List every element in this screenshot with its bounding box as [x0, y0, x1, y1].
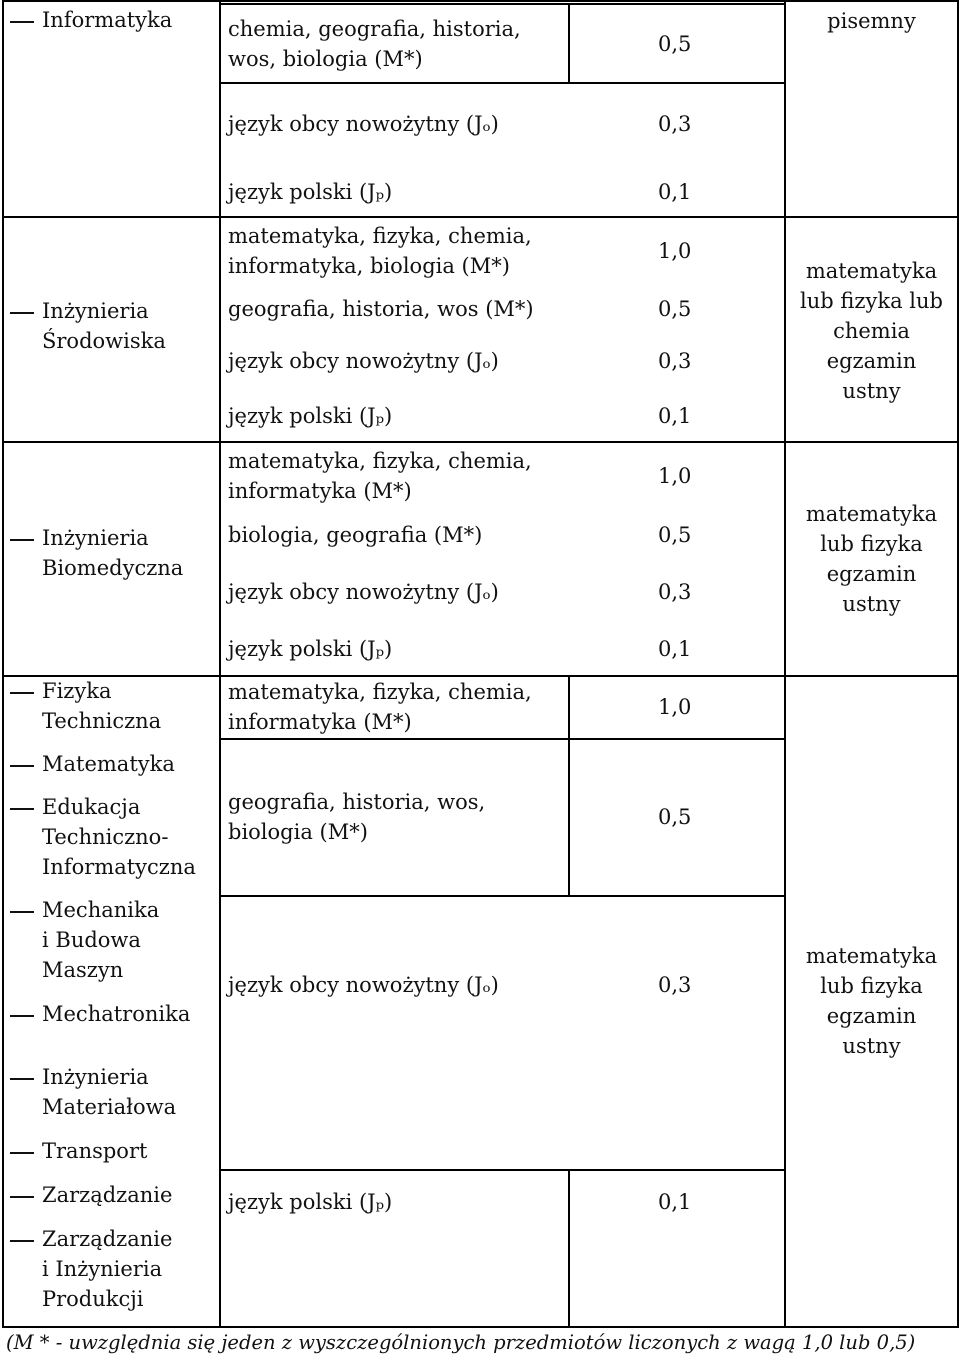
row-divider — [219, 1169, 786, 1171]
subject-name: język polski (Jₚ) — [228, 180, 393, 204]
row-divider — [2, 0, 959, 2]
subject-name: język obcy nowożytny (Jₒ) — [228, 349, 499, 373]
subject-weight: 0,5 — [658, 32, 692, 56]
footnote: (M * - uwzględnia się jeden z wyszczególnionych przedmiotów liczonych z wagą 1,0 lub 0,5) — [6, 1331, 916, 1354]
subject-name: biologia, geografia (M*) — [228, 523, 483, 547]
subject-name: język obcy nowożytny (Jₒ) — [228, 580, 499, 604]
faculty-informatyka: Informatyka — [42, 8, 173, 32]
subject-weight: 1,0 — [658, 695, 692, 719]
faculty-matematyka: Matematyka — [42, 752, 175, 776]
faculty-inzynieria-materialowa: Inżynieria Materiałowa — [42, 1065, 177, 1119]
column-divider-2 — [568, 1170, 570, 1328]
row-divider — [219, 895, 786, 897]
column-divider-3 — [784, 0, 786, 1328]
bullet-dash — [10, 692, 34, 694]
faculty-inzynieria-biomedyczna: Inżynieria Biomedyczna — [42, 526, 184, 580]
subject-name: matematyka, fizyka, chemia, informatyka, biologia (M*) — [228, 224, 532, 278]
subject-name: język obcy nowożytny (Jₒ) — [228, 112, 499, 136]
column-divider-2 — [568, 676, 570, 896]
table-border-left — [2, 0, 4, 1328]
subject-weight: 0,5 — [658, 805, 692, 829]
subject-name: chemia, geografia, historia, wos, biologia (M*) — [228, 17, 521, 71]
bullet-dash — [10, 1196, 34, 1198]
column-divider-2 — [568, 4, 570, 84]
faculty-zarzadzanie: Zarządzanie — [42, 1183, 173, 1207]
subject-name: geografia, historia, wos (M*) — [228, 297, 534, 321]
row-divider — [2, 216, 959, 218]
faculty-fizyka-techniczna: Fizyka Techniczna — [42, 679, 162, 733]
subject-weight: 0,3 — [658, 973, 692, 997]
subject-weight: 0,3 — [658, 112, 692, 136]
subject-name: geografia, historia, wos, biologia (M*) — [228, 790, 486, 844]
faculty-mechatronika: Mechatronika — [42, 1002, 191, 1026]
faculty-mechanika: Mechanika i Budowa Maszyn — [42, 898, 160, 982]
bullet-dash — [10, 1152, 34, 1154]
bullet-dash — [10, 539, 34, 541]
subject-weight: 0,5 — [658, 523, 692, 547]
subject-weight: 0,3 — [658, 349, 692, 373]
bullet-dash — [10, 808, 34, 810]
faculty-transport: Transport — [42, 1139, 148, 1163]
subject-weight: 1,0 — [658, 464, 692, 488]
subject-name: język obcy nowożytny (Jₒ) — [228, 973, 499, 997]
row-divider — [219, 738, 786, 740]
faculty-edukacja: Edukacja Techniczno- Informatyczna — [42, 795, 196, 879]
exam-requirement: matematyka lub fizyka egzamin ustny — [805, 944, 938, 1058]
subject-weight: 1,0 — [658, 239, 692, 263]
subject-weight: 0,3 — [658, 580, 692, 604]
bullet-dash — [10, 312, 34, 314]
table-border-right — [957, 0, 959, 1328]
subject-weight: 0,1 — [658, 404, 692, 428]
row-divider — [219, 82, 786, 84]
faculty-inzynieria-srodowiska: Inżynieria Środowiska — [42, 299, 166, 353]
subject-weight: 0,5 — [658, 297, 692, 321]
bullet-dash — [10, 21, 34, 23]
faculty-zarzadzanie-produkcji: Zarządzanie i Inżynieria Produkcji — [42, 1227, 173, 1311]
row-divider — [219, 3, 786, 5]
subject-weight: 0,1 — [658, 637, 692, 661]
row-divider — [2, 441, 959, 443]
column-divider-1 — [219, 0, 221, 1328]
exam-type: pisemny — [827, 9, 916, 33]
subject-weight: 0,1 — [658, 180, 692, 204]
subject-name: język polski (Jₚ) — [228, 404, 393, 428]
subject-name: matematyka, fizyka, chemia, informatyka (M*) — [228, 449, 532, 503]
exam-requirement: matematyka lub fizyka egzamin ustny — [805, 502, 938, 616]
bullet-dash — [10, 765, 34, 767]
subject-name: język polski (Jₚ) — [228, 637, 393, 661]
subject-name: matematyka, fizyka, chemia, informatyka (M*) — [228, 680, 532, 734]
subject-weight: 0,1 — [658, 1190, 692, 1214]
exam-requirement: matematyka lub fizyka lub chemia egzamin ustny — [800, 259, 943, 403]
bullet-dash — [10, 911, 34, 913]
bullet-dash — [10, 1078, 34, 1080]
subject-name: język polski (Jₚ) — [228, 1190, 393, 1214]
bullet-dash — [10, 1240, 34, 1242]
bullet-dash — [10, 1015, 34, 1017]
